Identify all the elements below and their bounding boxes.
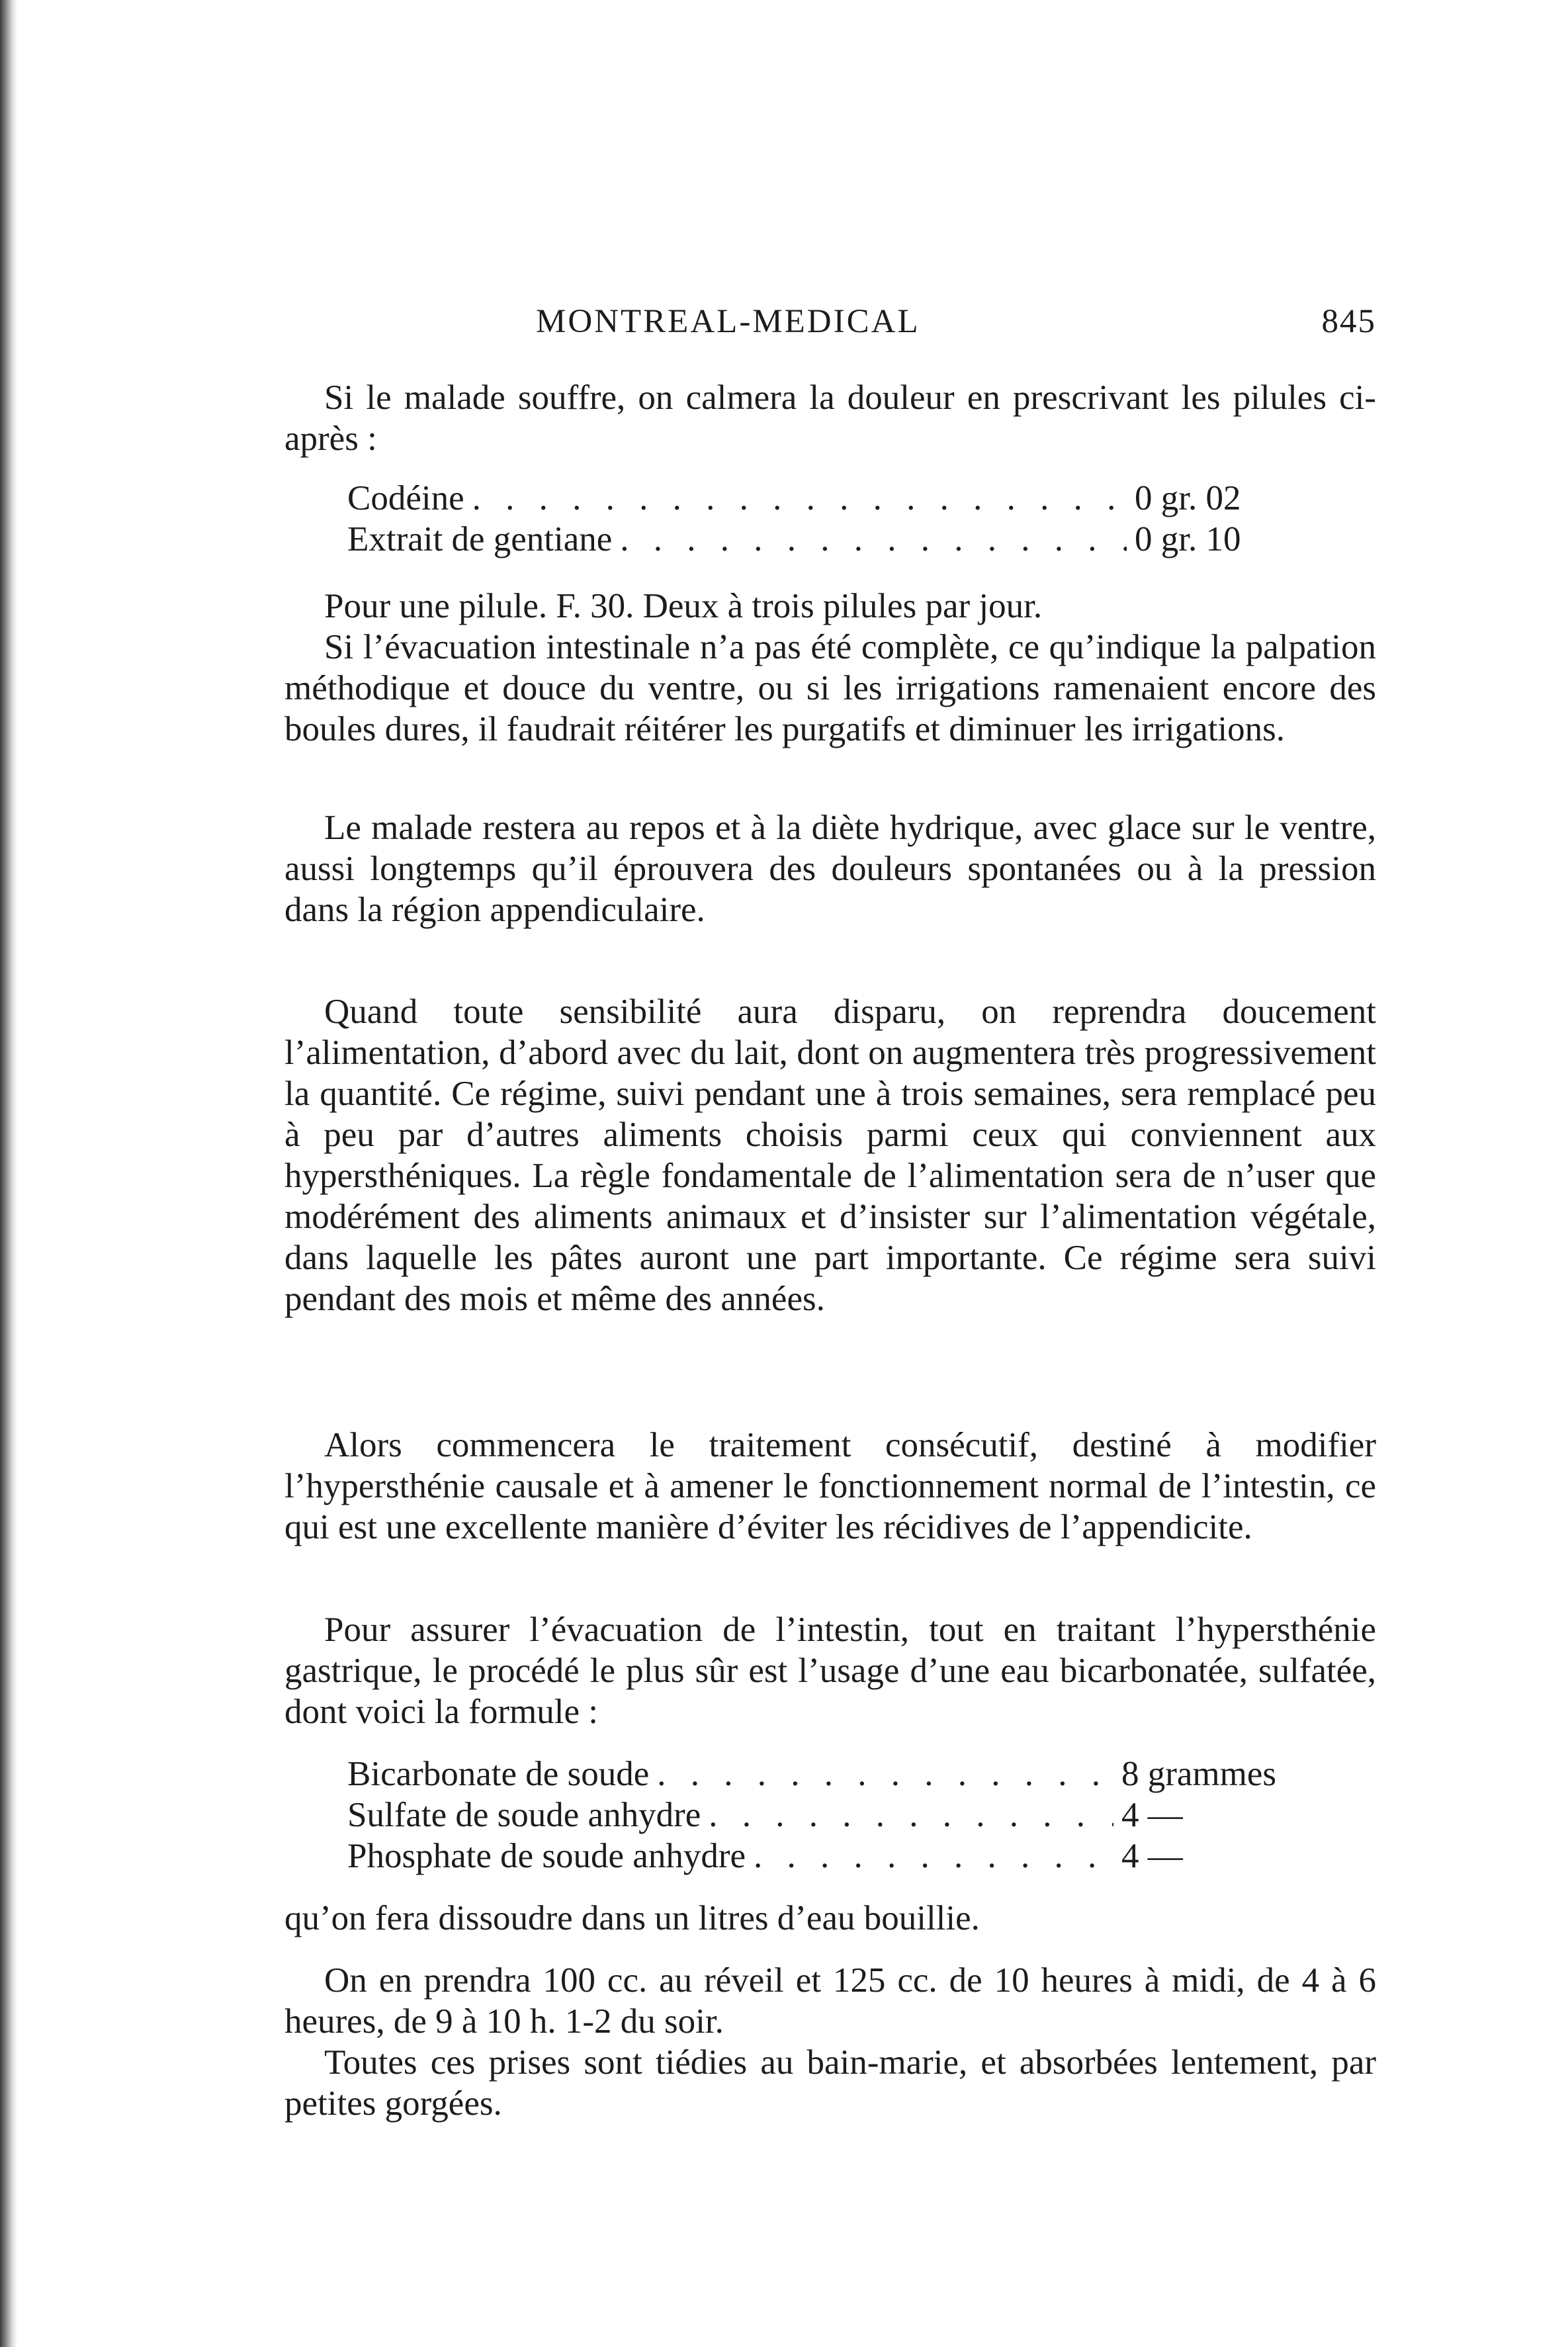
recipe-row	[347, 1794, 1293, 1836]
page-header	[284, 294, 1376, 347]
running-title: MONTREAL-MEDICAL	[536, 303, 920, 340]
paragraph-rest: Le malade restera au repos et à la diète hydrique, avec glace sur le ventre, aussi longtemps qu’il éprouvera des douleurs spontanées ou à la pression dans la région appendiculaire.	[284, 809, 1376, 929]
ingredient-dose: 0 gr. 02	[1135, 479, 1241, 517]
leader-dots	[709, 1794, 1113, 1836]
leader-dots	[472, 478, 1127, 519]
leader-dots	[657, 1753, 1113, 1794]
recipe-row	[347, 519, 1293, 560]
recipe-row	[347, 1836, 1293, 1877]
ingredient-dose: 0 gr. 10	[1135, 520, 1241, 558]
pill-recipe	[347, 478, 1293, 560]
ingredient-name: Codéine	[347, 479, 464, 517]
page-number: 845	[1321, 303, 1376, 340]
recipe-row	[347, 478, 1293, 519]
paragraph-formula-intro: Pour assurer l’évacuation de l’intestin, tout en traitant l’hypersthénie gastrique, le procédé le plus sûr est l’usage d’une eau bicarbonatée, sulfatée, dont voici la formule :	[284, 1611, 1376, 1731]
paragraph-administration: Toutes ces prises sont tiédies au bain-marie, et absorbées lentement, par petites gorgées.	[284, 2043, 1376, 2123]
paragraph-schedule: On en prendra 100 cc. au réveil et 125 cc. de 10 heures à midi, de 4 à 6 heures, de 9 à 10 h. 1-2 du soir.	[284, 1961, 1376, 2041]
ingredient-dose: 4 —	[1121, 1837, 1183, 1875]
recipe-row	[347, 1753, 1293, 1794]
water-recipe	[347, 1753, 1293, 1877]
ingredient-dose: 4 —	[1121, 1796, 1183, 1834]
paragraph-pain-relief: Si le malade souffre, on calmera la douleur en prescrivant les pilules ci-après :	[284, 378, 1376, 458]
ingredient-name: Bicarbonate de soude	[347, 1755, 650, 1793]
ingredient-dose: 8 grammes	[1121, 1755, 1277, 1793]
paragraph-dissolve: qu’on fera dissoudre dans un litres d’eau bouillie.	[284, 1899, 980, 1937]
ingredient-name: Sulfate de soude anhydre	[347, 1796, 701, 1834]
page-binding-shadow	[0, 0, 17, 2347]
paragraph-diet: Quand toute sensibilité aura disparu, on reprendra doucement l’alimentation, d’abord avec du lait, dont on augmentera très progressivement la quantité. Ce régime, suivi pendant une à trois semaines, sera remplacé peu à peu par d’autres aliments choisis parmi ceux qui conviennent aux hypersthéniques. La règle fondamentale de l’alimentation sera de n’user que modérément des aliments animaux et d’insister sur l’alimentation végétale, dans laquelle les pâtes auront une part importante. Ce régime sera suivi pendant des mois et même des années.	[284, 993, 1376, 1318]
ingredient-name: Phosphate de soude anhydre	[347, 1837, 746, 1875]
leader-dots	[620, 519, 1127, 560]
ingredient-name: Extrait de gentiane	[347, 520, 613, 558]
leader-dots	[754, 1836, 1113, 1877]
paragraph-evacuation: Si l’évacuation intestinale n’a pas été complète, ce qu’indique la palpation méthodique et douce du ventre, ou si les irrigations ramenaient encore des boules dures, il faudrait réitérer les purgatifs et diminuer les irrigations.	[284, 628, 1376, 748]
paragraph-treatment: Alors commencera le traitement consécutif, destiné à modifier l’hypersthénie causale et à amener le fonctionnement normal de l’intestin, ce qui est une excellente manière d’éviter les récidives de l’appendicite.	[284, 1426, 1376, 1546]
paragraph-dosage: Pour une pilule. F. 30. Deux à trois pilules par jour.	[324, 587, 1043, 625]
